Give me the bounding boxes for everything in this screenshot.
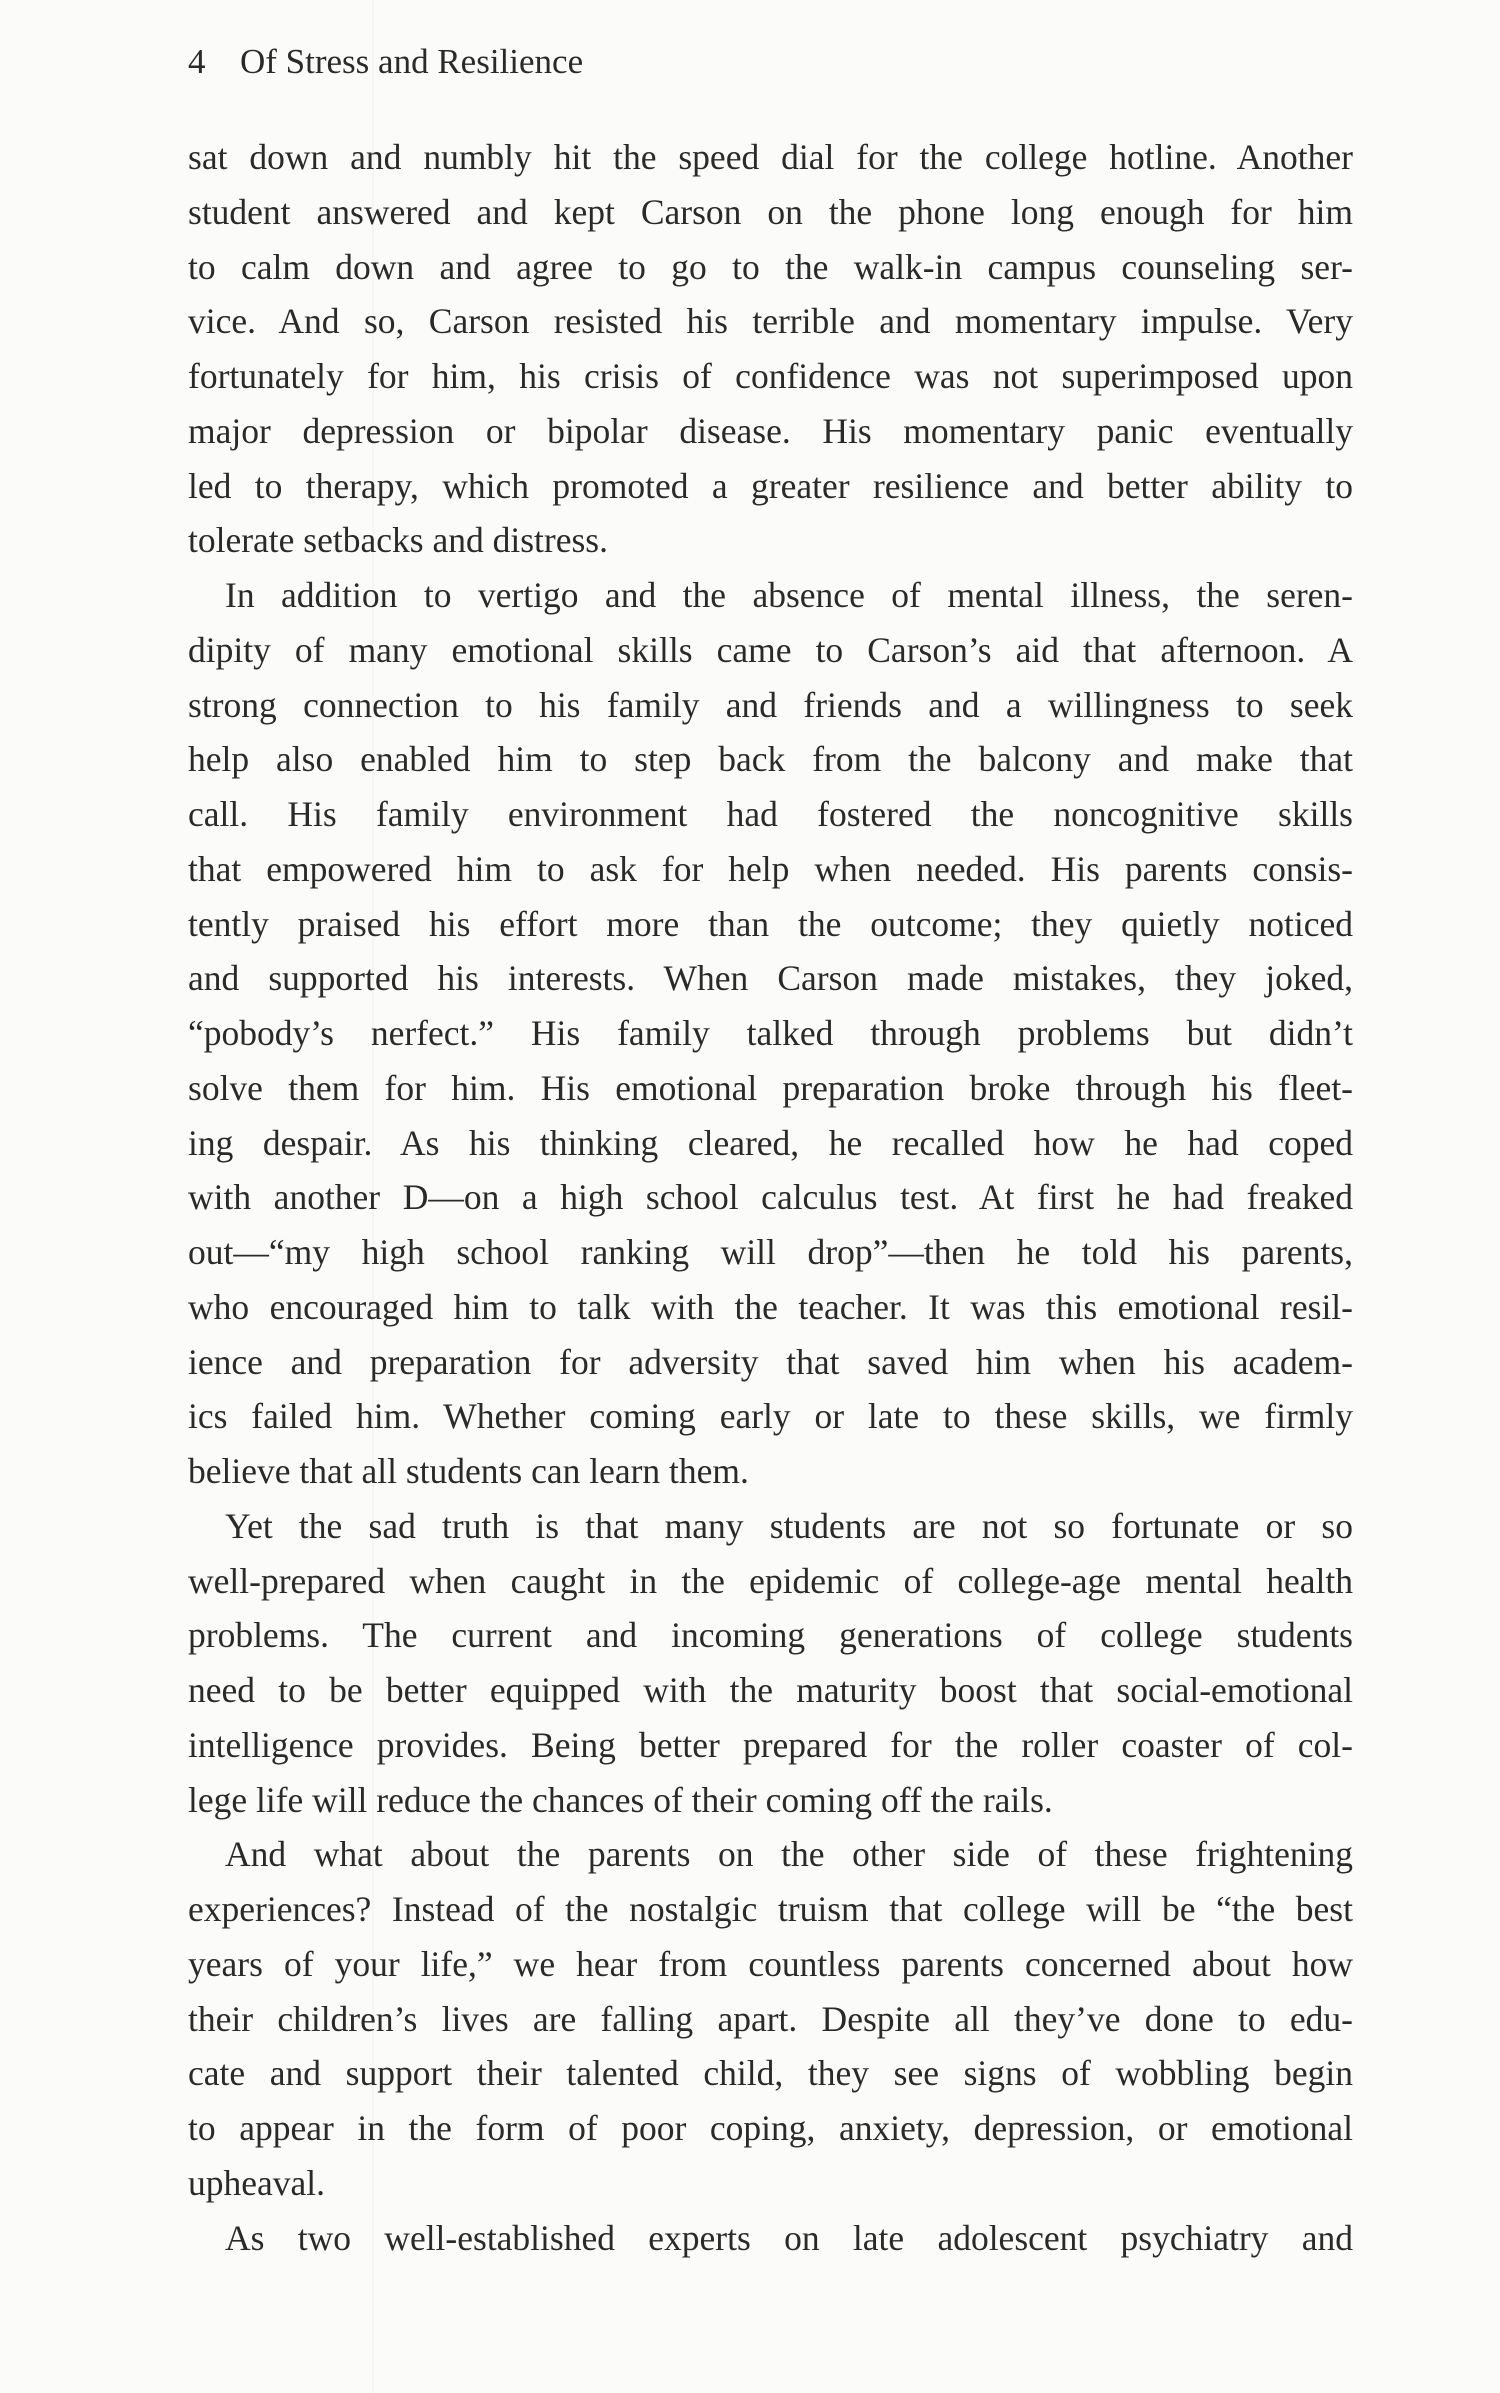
- text-line: to calm down and agree to go to the walk-in campus counseling ser-: [188, 246, 1353, 287]
- text-line: tolerate setbacks and distress.: [188, 520, 608, 561]
- text-line: ics failed him. Whether coming early or late to these skills, we firmly: [188, 1396, 1353, 1437]
- text-line: to appear in the form of poor coping, anxiety, depression, or emotional: [188, 2108, 1353, 2148]
- text-line: ing despair. As his thinking cleared, he recalled how he had coped: [188, 1122, 1353, 1163]
- text-line: led to therapy, which promoted a greater resilience and better ability to: [188, 465, 1353, 506]
- text-line: fortunately for him, his crisis of confidence was not superimposed upon: [188, 356, 1353, 396]
- text-line: And what about the parents on the other side of these frightening: [225, 1834, 1353, 1875]
- text-line: intelligence provides. Being better prepared for the roller coaster of col-: [188, 1724, 1353, 1765]
- text-line: and supported his interests. When Carson made mistakes, they joked,: [188, 958, 1353, 999]
- text-line: need to be better equipped with the maturity boost that social-emotional: [188, 1670, 1353, 1710]
- text-line: with another D—on a high school calculus test. At first he had freaked: [188, 1177, 1353, 1218]
- text-line: “pobody’s nerfect.” His family talked through problems but didn’t: [188, 1013, 1353, 1053]
- text-line: upheaval.: [188, 2162, 326, 2203]
- text-line: lege life will reduce the chances of their coming off the rails.: [188, 1779, 1053, 1820]
- text-line: solve them for him. His emotional preparation broke through his fleet-: [188, 1067, 1353, 1108]
- text-line: that empowered him to ask for help when needed. His parents consis-: [188, 848, 1353, 889]
- text-line: sat down and numbly hit the speed dial for the college hotline. Another: [188, 137, 1353, 177]
- text-line: In addition to vertigo and the absence of mental illness, the seren-: [225, 575, 1353, 615]
- text-line: ience and preparation for adversity that saved him when his academ-: [188, 1341, 1353, 1382]
- text-line: experiences? Instead of the nostalgic truism that college will be “the best: [188, 1889, 1353, 1929]
- text-line: years of your life,” we hear from countless parents concerned about how: [188, 1943, 1353, 1984]
- text-line: tently praised his effort more than the outcome; they quietly noticed: [188, 903, 1353, 944]
- text-line: student answered and kept Carson on the phone long enough for him: [188, 191, 1353, 232]
- text-line: cate and support their talented child, they see signs of wobbling begin: [188, 2053, 1353, 2094]
- running-header: [188, 40, 583, 84]
- text-line: problems. The current and incoming generations of college students: [188, 1615, 1353, 1656]
- text-line: As two well-established experts on late adolescent psychiatry and: [225, 2217, 1353, 2258]
- running-title: Of Stress and Resilience: [240, 42, 584, 81]
- text-line: help also enabled him to step back from the balcony and make that: [188, 739, 1353, 780]
- text-line: believe that all students can learn them.: [188, 1451, 749, 1491]
- text-line: strong connection to his family and friends and a willingness to seek: [188, 684, 1353, 725]
- text-line: their children’s lives are falling apart. Despite all they’ve done to edu-: [188, 1998, 1353, 2039]
- text-line: out—“my high school ranking will drop”—then he told his parents,: [188, 1232, 1353, 1272]
- text-line: who encouraged him to talk with the teacher. It was this emotional resil-: [188, 1286, 1353, 1327]
- text-line: vice. And so, Carson resisted his terrible and momentary impulse. Very: [188, 301, 1353, 342]
- text-line: Yet the sad truth is that many students are not so fortunate or so: [225, 1505, 1353, 1546]
- text-line: call. His family environment had fostered the noncognitive skills: [188, 794, 1353, 834]
- text-line: well-prepared when caught in the epidemic of college-age mental health: [188, 1560, 1353, 1601]
- text-line: major depression or bipolar disease. His momentary panic eventually: [188, 410, 1353, 451]
- page-number: 4: [188, 42, 206, 81]
- text-line: dipity of many emotional skills came to Carson’s aid that afternoon. A: [188, 629, 1353, 670]
